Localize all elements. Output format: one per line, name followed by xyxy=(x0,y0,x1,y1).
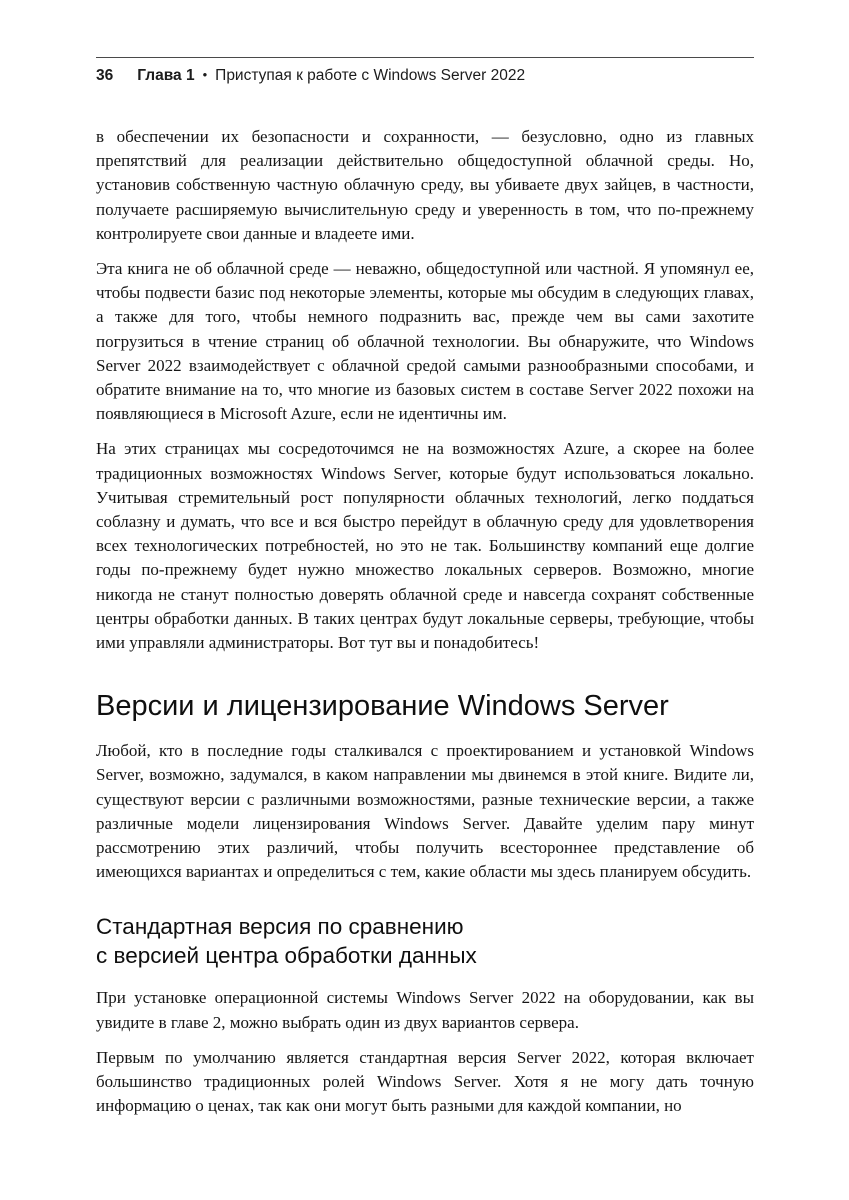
page-number: 36 xyxy=(96,67,114,84)
chapter-label: Глава 1 xyxy=(137,67,195,84)
header-separator-bullet: • xyxy=(202,67,208,82)
section-heading: Версии и лицензирование Windows Server xyxy=(96,690,669,723)
body-paragraph: в обеспечении их безопасности и сохранности, — безусловно, одно из главных препятствий для реализации действительно общедоступной облачной среды. Но, установив собственную частную облачную среду, вы убиваете двух зайцев, в частности, получаете расширяемую вычислительную среду и уверенность в том, что по-прежнему контролируете свои данные и владеете ими. xyxy=(96,127,754,243)
body-paragraph: На этих страницах мы сосредоточимся не на возможностях Azure, а скорее на более традиционных возможностях Windows Server, которые будут использоваться локально. Учитывая стремительный рост популярности облачных технологий, легко поддаться соблазну и думать, что все и вся быстро перейдут в облачную среду для удовлетворения всех технологических потребностей, но это не так. Большинству компаний еще долгие годы по-прежнему будет нужно множество локальных серверов. Возможно, многие никогда не станут полностью доверять облачной среде и навсегда сохранят собственные центры обработки данных. В таких центрах будут локальные серверы, требующие, чтобы ими управляли администраторы. Вот тут вы и понадобитесь! xyxy=(96,439,754,653)
header-chapter-title: Приступая к работе с Windows Server 2022 xyxy=(215,67,526,84)
subsection-heading-line: с версией центра обработки данных xyxy=(96,943,477,969)
body-paragraph: Первым по умолчанию является стандартная версия Server 2022, которая включает большинство традиционных ролей Windows Server. Хотя я не могу дать точную информацию о ценах, так как они могут быть разными для каждой компании, но xyxy=(96,1047,754,1116)
body-paragraph: Эта книга не об облачной среде — неважно, общедоступной или частной. Я упомянул ее, чтобы подвести базис под некоторые элементы, которые мы обсудим в следующих главах, а также для того, чтобы немного подразнить вас, прежде чем вы сами захотите погрузиться в чтение страниц об облачной технологии. Вы обнаружите, что Windows Server 2022 взаимодействует с облачной средой самыми разнообразными способами, и обратите внимание на то, что многие из базовых систем в составе Server 2022 похожи на появляющиеся в Microsoft Azure, если не идентичны им. xyxy=(96,259,754,424)
header-rule xyxy=(96,57,754,58)
subsection-heading xyxy=(96,912,754,970)
body-paragraph: При установке операционной системы Windows Server 2022 на оборудовании, как вы увидите в главе 2, можно выбрать один из двух вариантов сервера. xyxy=(96,988,754,1032)
running-header xyxy=(96,67,754,85)
subsection-heading-line: Стандартная версия по сравнению xyxy=(96,914,464,940)
page-content xyxy=(96,0,754,1119)
body-text xyxy=(96,125,754,1119)
body-paragraph: Любой, кто в последние годы сталкивался с проектированием и установкой Windows Server, возможно, задумался, в каком направлении мы двинемся в этой книге. Видите ли, существуют версии с различными возможностями, разные технические версии, а также различные модели лицензирования Windows Server. Давайте уделим пару минут рассмотрению этих различий, чтобы получить всестороннее представление об имеющихся вариантах и определиться с тем, какие области мы здесь планируем обсудить. xyxy=(96,741,754,882)
